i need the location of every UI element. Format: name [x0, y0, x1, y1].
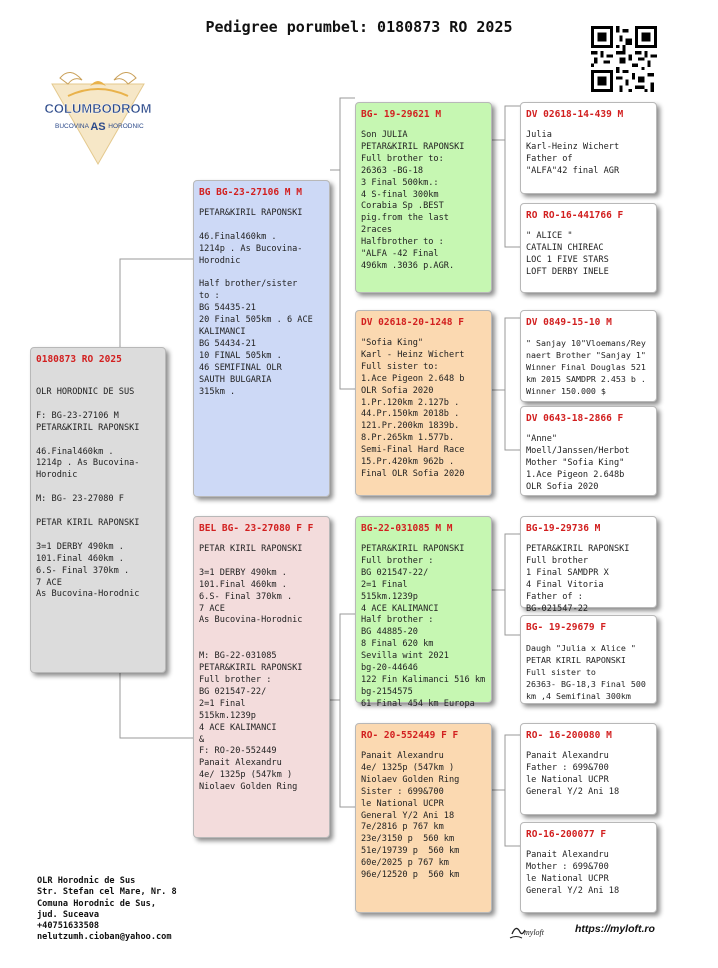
sire-card [193, 180, 330, 497]
dam-dam-card [355, 723, 492, 913]
ss-sire-details: Julia Karl-Heinz Wichert Father of "ALFA"42 final AGR [526, 130, 620, 176]
myloft-url[interactable]: https://myloft.ro [575, 923, 655, 935]
sire-sire-ring: BG- 19-29621 M [361, 109, 442, 120]
subject-card [30, 347, 166, 673]
footer-address: OLR Horodnic de Sus Str. Stefan cel Mare, Nr. 8 Comuna Horodnic de Sus, jud. Suceava +40751633508 nelutzumh.cioban@yahoo.com [37, 876, 177, 943]
dd-sire-details: Panait Alexandru Father : 699&700 le National UCPR General Y/2 Ani 18 [526, 751, 620, 797]
sd-sire-details: " Sanjay 10"Vloemans/Rey naert Brother "Sanjay 1" Winner Final Douglas 521 km 2015 SAMDPR 2.453 b . Winner 150.000 $ [526, 338, 646, 396]
dd-sire-ring: RO- 16-200080 M [526, 730, 612, 741]
dam-sire-details: PETAR&KIRIL RAPONSKI Full brother : BG 021547-22/ 2=1 Final 515km.1239p 4 ACE KALIMANCI Half brother : BG 44885-20 8 Final 620 km Sevilla wint 2021 bg-20-44646 122 Fin Kalimanci 516 km bg-2154575 61 Final 454 km Europa [361, 544, 486, 709]
dam-dam-details: Panait Alexandru 4e/ 1325p (547km ) Niolaev Golden Ring Sister : 699&700 le National UCPR General Y/2 Ani 18 7e/2816 p 767 km 23e/3150 p 560 km 51e/19739 p 560 km 60e/2025 p 767 km 96e/12520 p 560 km [361, 751, 460, 881]
sire-dam-card [355, 310, 492, 496]
dam-sire-ring: BG-22-031085 M M [361, 523, 453, 534]
ss-dam-card [520, 203, 657, 293]
ds-sire-ring: BG-19-29736 M [526, 523, 601, 534]
sd-dam-card [520, 406, 657, 496]
sire-details: PETAR&KIRIL RAPONSKI 46.Final460km . 1214p . As Bucovina- Horodnic Half brother/sister to : BG 54435-21 20 Final 505km . 6 ACE KALIMANCI BG 54434-21 10 FINAL 505km . 46 SEMIFINAL OLR SAUTH BULGARIA 315km . [199, 208, 313, 397]
ss-dam-details: " ALICE " CATALIN CHIREAC LOC 1 FIVE STARS LOFT DERBY INELE [526, 231, 609, 277]
dam-ring: BEL BG- 23-27080 F F [199, 523, 314, 534]
dam-details: PETAR KIRIL RAPONSKI 3=1 DERBY 490km . 101.Final 460km . 6.S- Final 370km . 7 ACE As Bucovina-Horodnic M: BG-22-031085 PETAR&KIRIL RAPONSKI Full brother : BG 021547-22/ 2=1 Final 515km.1239p 4 ACE KALIMANCI & F: RO-20-552449 Panait Alexandru 4e/ 1325p (547km ) Niolaev Golden Ring [199, 544, 303, 793]
logo-sub-bucovina: BUCOVINA [55, 123, 89, 130]
sd-sire-ring: DV 0849-15-10 M [526, 317, 612, 328]
ds-dam-ring: BG- 19-29679 F [526, 622, 607, 633]
sire-sire-details: Son JULIA PETAR&KIRIL RAPONSKI Full brother to: 26363 -BG-18 3 Final 500km.: 4 S-final 300km Corabia Sp .BEST pig.from the last 2races Halfbrother to : "ALFA -42 Final 496km .3036 p.AGR. [361, 130, 465, 271]
sd-dam-ring: DV 0643-18-2866 F [526, 413, 624, 424]
ds-sire-details: PETAR&KIRIL RAPONSKI Full brother 1 Final SAMDPR X 4 Final Vitoria Father of : BG-021547-22 [526, 544, 630, 614]
sire-dam-ring: DV 02618-20-1248 F [361, 317, 464, 328]
dam-dam-ring: RO- 20-552449 F F [361, 730, 459, 741]
ds-sire-card [520, 516, 657, 614]
dd-sire-card [520, 723, 657, 815]
logo-sub-horodnic: HORODNIC [108, 123, 144, 130]
ss-sire-card [520, 102, 657, 194]
page-title: Pedigree porumbel: 0180873 RO 2025 [205, 18, 513, 36]
sd-sire-card [520, 310, 657, 402]
myloft-logo-text: myloft [524, 928, 544, 937]
subject-ring: 0180873 RO 2025 [36, 354, 122, 365]
dam-card [193, 516, 330, 838]
dd-dam-card [520, 822, 657, 913]
myloft-logo [508, 920, 548, 942]
dd-dam-details: Panait Alexandru Mother : 699&700 le National UCPR General Y/2 Ani 18 [526, 850, 620, 896]
dd-dam-ring: RO-16-200077 F [526, 829, 607, 840]
subject-details: OLR HORODNIC DE SUS F: BG-23-27106 M PETAR&KIRIL RAPONSKI 46.Final460km . 1214p . As Bucovina- Horodnic M: BG- 23-27080 F PETAR KIRIL RAPONSKI 3=1 DERBY 490km . 101.Final 460km . 6.S- Final 370km . 7 ACE As Bucovina-Horodnic [36, 387, 140, 600]
ss-sire-ring: DV 02618-14-439 M [526, 109, 624, 120]
logo-text: COLUMBODROM [44, 101, 152, 116]
dam-sire-card [355, 516, 492, 709]
ss-dam-ring: RO RO-16-441766 F [526, 210, 624, 221]
sire-dam-details: "Sofia King" Karl - Heinz Wichert Full sister to: 1.Ace Pigeon 2.648 b OLR Sofia 2020 1.Pr.120km 2.127b . 44.Pr.150km 2018b . 121.Pr.200km 1839b. 8.Pr.265km 1.577b. Semi-Final Hard Race 15.Pr.420km 962b . Final OLR Sofia 2020 [361, 338, 465, 479]
ds-dam-details: Daugh "Julia x Alice " PETAR KIRIL RAPONSKI Full sister to 26363- BG-18,3 Final 500 km ,4 Semifinal 300km [526, 643, 646, 701]
sire-ring: BG BG-23-27106 M M [199, 187, 302, 198]
sd-dam-details: "Anne" Moell/Janssen/Herbot Mother "Sofia King" 1.Ace Pigeon 2.648b OLR Sofia 2020 [526, 434, 630, 492]
logo-sub-as: AS [90, 121, 106, 133]
sire-sire-card [355, 102, 492, 293]
ds-dam-card [520, 615, 657, 704]
